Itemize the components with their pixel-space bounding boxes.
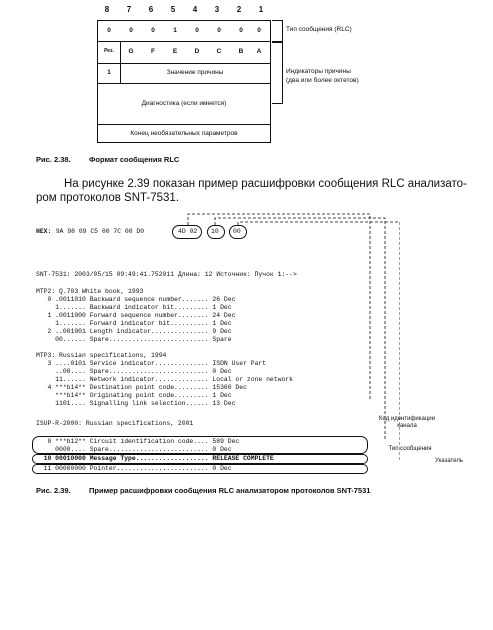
cause-bracket [272, 42, 283, 104]
bit-letter: E [172, 48, 178, 55]
paragraph-line: На рисунке 2.39 показан пример расшифровки сообщения RLC анализато- [64, 178, 467, 190]
note-cic-line1: Код идентификации [379, 416, 435, 422]
bit-number: 4 [192, 5, 198, 14]
code-bit: 0 [151, 27, 155, 34]
bit-letter: B [238, 48, 244, 55]
type-bracket [272, 20, 283, 42]
end-of-params-cell: Конец необязательных параметров [130, 130, 238, 137]
mtp3-title: MTP3: Russian specifications, 1994 [36, 352, 167, 359]
caption-number: Рис. 2.39. [36, 486, 71, 495]
cause-value-cell: Значение причины [166, 69, 224, 76]
isup-line-pointer: 11 00000000 Pointer........................ 0 Dec [36, 465, 232, 472]
mtp2-line: 1....... Backward indicator bit......... 1 Dec [36, 304, 232, 311]
note-message-type: Тип сообщения [388, 446, 432, 452]
bit-letter: D [194, 48, 200, 55]
mtp3-line: 1101.... Signalling link selection...... 13 Dec [36, 400, 236, 407]
isup-line: 8 ***b12** Circuit identification code.... 589 Dec [36, 438, 240, 445]
bit-number: 7 [126, 5, 132, 14]
row-divider [98, 83, 270, 84]
bit-number: 5 [170, 5, 176, 14]
isup-title: ISUP-R-2000: Russian specifications, 2001 [36, 420, 194, 427]
caption-number: Рис. 2.38. [36, 155, 71, 164]
code-bit: 0 [107, 27, 111, 34]
bit-letter: C [216, 48, 222, 55]
hex-cic-bytes: 4D 02 [178, 228, 198, 235]
format-table [97, 20, 271, 143]
mtp2-line: 00...... Spare.......................... Spare [36, 336, 232, 343]
diagnostics-cell: Диагностика (если имеется) [141, 100, 227, 107]
note-pointer: Указатель [435, 458, 463, 464]
caption-title: Пример расшифровки сообщения RLC анализатором протоколов SNT-7531 [89, 486, 371, 495]
reserved-cell: Рез. [104, 48, 114, 54]
label-cause-indicators: Индикаторы причины [286, 68, 351, 75]
row-divider [98, 63, 270, 64]
hex-bytes: 9A 98 09 C5 00 7C 00 D0 [52, 228, 148, 235]
bit-number: 8 [104, 5, 110, 14]
code-bit: 0 [257, 27, 261, 34]
mtp3-line: ***b14** Originating point code......... 1 Dec [36, 392, 232, 399]
row-divider [98, 41, 270, 42]
code-bit: 0 [239, 27, 243, 34]
hex-pointer-byte: 00 [233, 228, 241, 235]
mtp3-line: 11...... Network indicator.............. Local or zone network [36, 376, 293, 383]
label-message-type: Тип сообщения (RLC) [286, 26, 352, 33]
bit-letter: A [256, 48, 262, 55]
mtp3-line: ..00.... Spare.......................... 0 Dec [36, 368, 232, 375]
hex-type-byte: 10 [211, 228, 219, 235]
code-bit: 0 [195, 27, 199, 34]
hex-label: HEX: [36, 228, 52, 235]
row-divider [98, 124, 270, 125]
code-bit: 0 [217, 27, 221, 34]
isup-line: 0000.... Spare.......................... 0 Dec [36, 446, 232, 453]
extension-bit: 1 [107, 69, 111, 76]
bit-number: 2 [236, 5, 242, 14]
mtp2-line: 0 .0011010 Backward sequence number....... 26 Dec [36, 296, 236, 303]
mtp2-title: MTP2: Q.703 White book, 1993 [36, 288, 144, 295]
mtp2-line: 1 .0011000 Forward sequence number........ 24 Dec [36, 312, 236, 319]
isup-line-message-type: 10 00010000 Message Type................... RELEASE COMPLETE [36, 455, 274, 462]
snt-header-line: SNT-7531: 2003/05/15 09:49:41.752011 Длина: 12 Источник: Пучок 1:--> [36, 271, 297, 278]
code-bit: 1 [173, 27, 177, 34]
note-cic-line2: канала [397, 423, 417, 429]
bit-letter: G [128, 48, 134, 55]
code-bit: 0 [129, 27, 133, 34]
bit-number: 6 [148, 5, 154, 14]
caption-title: Формат сообщения RLC [89, 155, 180, 164]
mtp3-line: 3 ....0101 Service indicator.............. ISDN User Part [36, 360, 267, 367]
mtp2-line: 2 ..001001 Length indicator............... 9 Dec [36, 328, 232, 335]
mtp2-line: 1....... Forward indicator bit.......... 1 Dec [36, 320, 232, 327]
bit-number: 1 [258, 5, 264, 14]
bit-number: 3 [214, 5, 220, 14]
note-cic [372, 416, 442, 430]
bit-letter: F [151, 48, 155, 55]
paragraph-line: ром протоколов SNT-7531. [36, 192, 180, 204]
mtp3-line: 4 ***b14** Destination point code......... 15360 Dec [36, 384, 247, 391]
label-cause-octets: (два или более октетов) [286, 77, 359, 84]
